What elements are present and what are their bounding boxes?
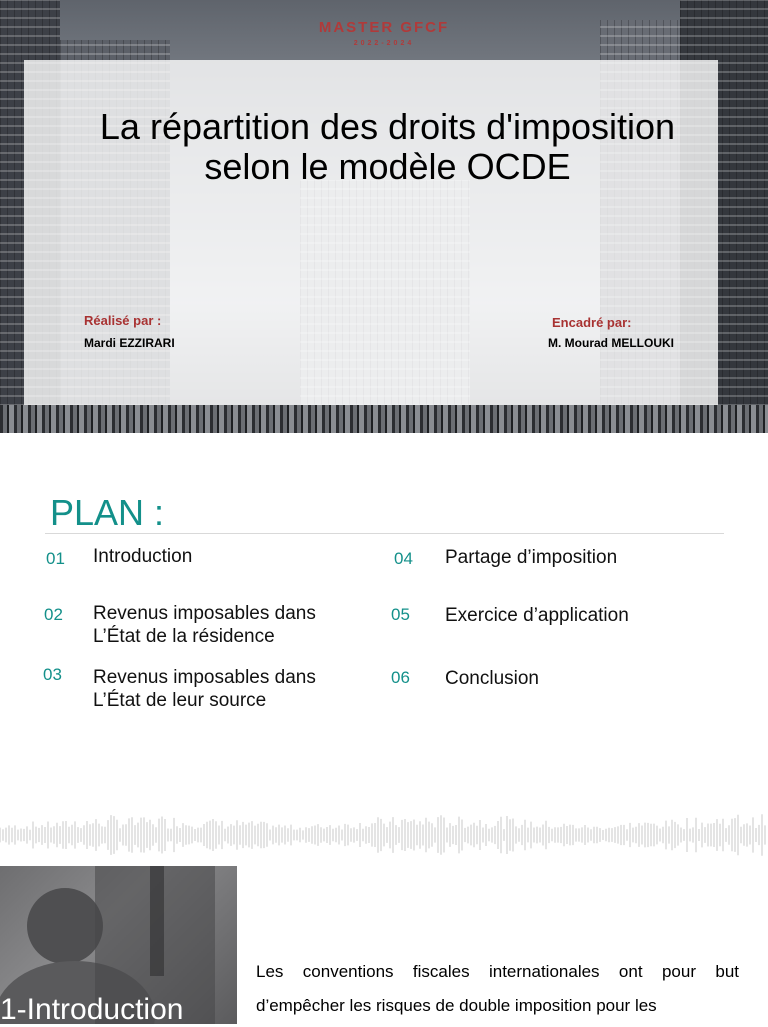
plan-item-source: Revenus imposables dans L’État de leur source bbox=[93, 667, 316, 711]
plan-divider bbox=[45, 533, 724, 534]
supervisor-name: M. Mourad MELLOUKI bbox=[548, 336, 674, 350]
author-label: Réalisé par : bbox=[84, 313, 162, 328]
sound-wave-decoration bbox=[0, 800, 768, 870]
intro-paragraph: Les conventions fiscales internationales ont pour but d’empêcher les risques de double imposition pour les bbox=[256, 962, 739, 1015]
plan-item-residence: Revenus imposables dans L’État de la résidence bbox=[93, 603, 316, 647]
cover-slide bbox=[0, 0, 768, 433]
plan-item-number: 03 bbox=[43, 665, 62, 684]
cover-title: La répartition des droits d'imposition selon le modèle OCDE bbox=[99, 106, 676, 187]
plan-item-number: 06 bbox=[391, 668, 410, 687]
author-name: Mardi EZZIRARI bbox=[84, 336, 175, 350]
plan-title: PLAN : bbox=[50, 492, 165, 533]
plan-item-number: 02 bbox=[44, 605, 63, 624]
supervisor-label: Encadré par: bbox=[552, 315, 632, 330]
program-name: MASTER GFCF bbox=[318, 19, 450, 36]
plan-item-number: 04 bbox=[394, 549, 413, 568]
program-years: 2022-2024 bbox=[353, 40, 415, 47]
plan-item-introduction: Introduction bbox=[93, 546, 193, 567]
plan-item-exercice: Exercice d’application bbox=[445, 605, 629, 626]
plan-item-conclusion: Conclusion bbox=[445, 668, 539, 689]
plan-item-number: 01 bbox=[46, 549, 65, 568]
plan-item-partage: Partage d’imposition bbox=[445, 547, 618, 568]
plan-item-number: 05 bbox=[391, 605, 410, 624]
crowd-image bbox=[0, 405, 768, 433]
intro-heading: 1-Introduction bbox=[0, 993, 184, 1026]
